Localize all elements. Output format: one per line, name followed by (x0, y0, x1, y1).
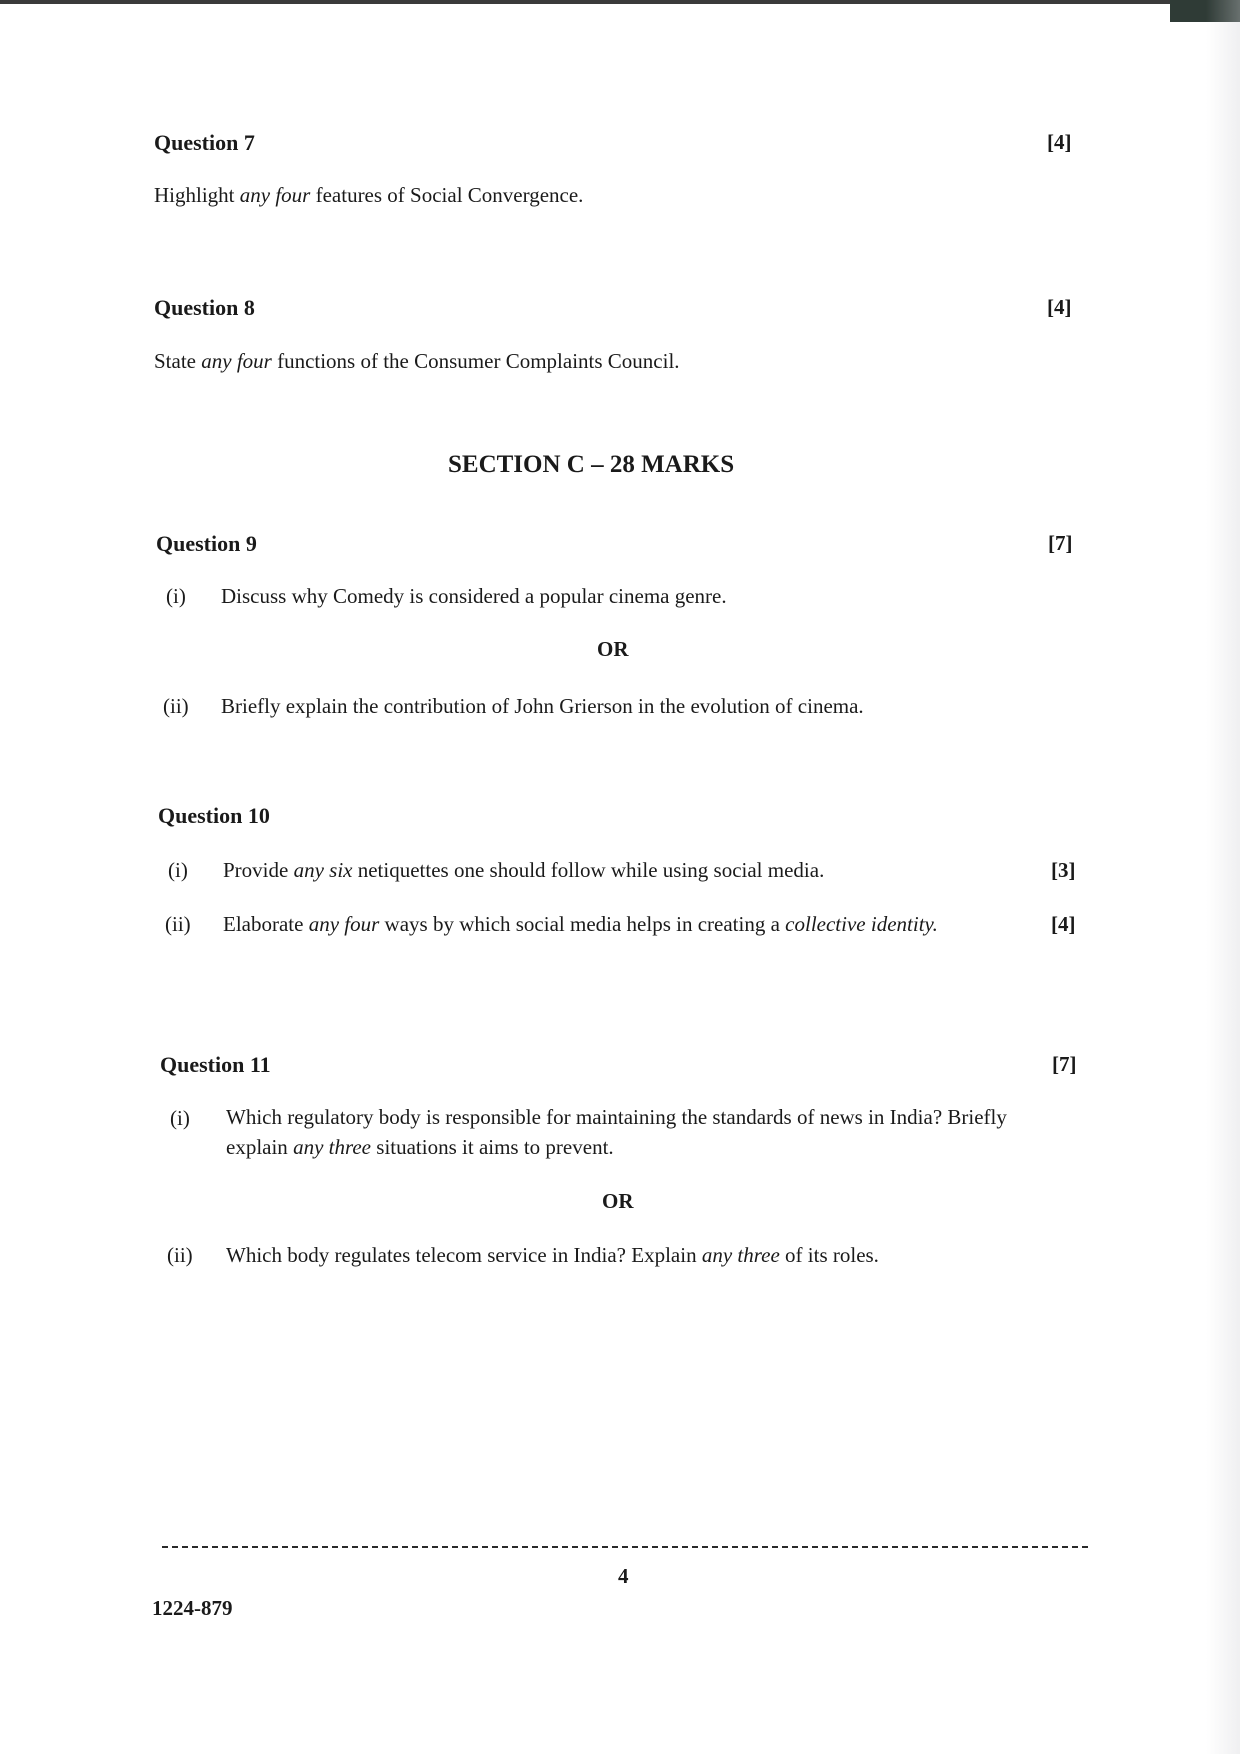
paper-code: 1224-879 (152, 1596, 233, 1620)
question-9-ii-text: Briefly explain the contribution of John Grierson in the evolution of cinema. (221, 694, 864, 718)
scan-edge-top (0, 0, 1240, 4)
question-11-ii-text: Which body regulates telecom service in India? Explain any three of its roles. (226, 1243, 879, 1267)
question-8-title: Question 8 (154, 295, 255, 320)
question-9-or: OR (597, 637, 629, 661)
question-10-i-marks: [3] (1051, 858, 1076, 882)
question-11-marks: [7] (1052, 1052, 1077, 1076)
question-9-i-number: (i) (166, 584, 186, 608)
question-7-text: Highlight any four features of Social Convergence. (154, 183, 584, 207)
question-10-i-number: (i) (168, 858, 188, 882)
question-9-ii-number: (ii) (163, 694, 189, 718)
question-10-ii-number: (ii) (165, 912, 191, 936)
question-10-ii-marks: [4] (1051, 912, 1076, 936)
question-10-title: Question 10 (158, 803, 270, 828)
question-11-title: Question 11 (160, 1052, 271, 1077)
question-11-i-text: Which regulatory body is responsible for maintaining the standards of news in India? Briefly explain any three situations it aims to prevent. (226, 1105, 1007, 1159)
question-10-ii-text: Elaborate any four ways by which social media helps in creating a collective identity. (223, 912, 938, 936)
page-number: 4 (618, 1564, 629, 1588)
question-8-marks: [4] (1047, 295, 1072, 319)
question-9-i-text: Discuss why Comedy is considered a popular cinema genre. (221, 584, 727, 608)
footer-divider (162, 1546, 1088, 1548)
question-10-i-text: Provide any six netiquettes one should follow while using social media. (223, 858, 825, 882)
question-8-text: State any four functions of the Consumer Complaints Council. (154, 349, 680, 373)
scan-edge-right (1206, 0, 1240, 1754)
question-11-or: OR (602, 1189, 634, 1213)
question-9-marks: [7] (1048, 531, 1073, 555)
question-11-i-number: (i) (170, 1106, 190, 1130)
question-7-marks: [4] (1047, 130, 1072, 154)
question-9-title: Question 9 (156, 531, 257, 556)
section-c-heading: SECTION C – 28 MARKS (448, 451, 735, 478)
question-11-ii-number: (ii) (167, 1243, 193, 1267)
question-7-title: Question 7 (154, 130, 255, 155)
